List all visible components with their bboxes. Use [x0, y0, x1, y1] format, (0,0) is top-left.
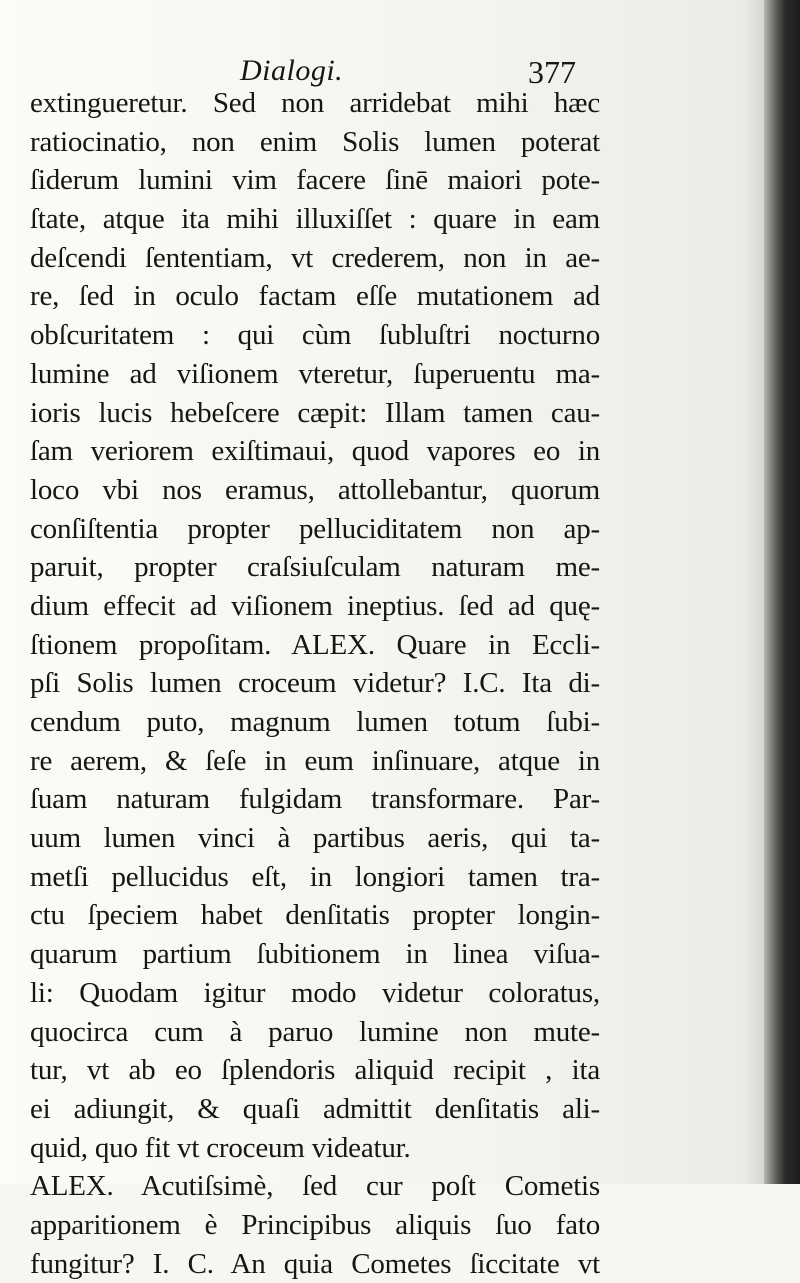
text-line: ei adiungit, & quaſi admittit denſitatis ali- — [30, 1092, 600, 1125]
text-line: ALEX. Acutiſsimè, ſed cur poſt Cometis — [30, 1170, 600, 1203]
text-line: fungitur? I. C. An quia Cometes ſiccitate vt — [30, 1247, 600, 1280]
page-number: 377 — [528, 54, 576, 90]
text-line: ſam veriorem exiſtimaui, quod vapores eo in — [30, 435, 600, 468]
running-head: Dialogi. — [240, 54, 344, 87]
text-line: ratiocinatio, non enim Solis lumen poterat — [30, 125, 600, 158]
text-line: ſuam naturam fulgidam transformare. Par- — [30, 783, 600, 816]
book-binding — [764, 0, 800, 1184]
text-line: ſiderum lumini vim facere ſinē maiori pote- — [30, 164, 600, 197]
text-line: conſiſtentia propter pelluciditatem non ap- — [30, 512, 600, 545]
text-line: ctu ſpeciem habet denſitatis propter longin- — [30, 899, 600, 932]
text-line: ſtionem propoſitam. ALEX. Quare in Eccli- — [30, 628, 600, 661]
text-line: cendum puto, magnum lumen totum ſubi- — [30, 706, 600, 738]
text-line: dium effecit ad viſionem ineptius. ſed ad quę- — [30, 589, 600, 622]
text-line: ſtate, atque ita mihi illuxiſſet : quare in eam — [30, 203, 600, 236]
text-line: deſcendi ſententiam, vt crederem, non in ae- — [30, 241, 600, 274]
text-line: metſi pellucidus eſt, in longiori tamen tra- — [30, 860, 600, 893]
text-line: re aerem, & ſeſe in eum inſinuare, atque in — [30, 744, 600, 777]
text-line: tur, vt ab eo ſplendoris aliquid recipit , ita — [30, 1054, 600, 1087]
text-line: uum lumen vinci à partibus aeris, qui ta- — [30, 822, 600, 855]
text-line: ioris lucis hebeſcere cæpit: Illam tamen cau- — [30, 396, 600, 429]
text-line: obſcuritatem : qui cùm ſubluſtri nocturno — [30, 319, 600, 352]
text-line: extingueretur. Sed non arridebat mihi hæc — [30, 87, 600, 119]
page-edge-shadow — [746, 0, 764, 1184]
text-line: loco vbi nos eramus, attollebantur, quorum — [30, 473, 600, 506]
text-line: paruit, propter craſsiuſculam naturam me- — [30, 551, 600, 584]
text-line: quid, quo fit vt croceum videatur. — [30, 1131, 411, 1164]
text-line: apparitionem è Principibus aliquis ſuo fato — [30, 1208, 600, 1241]
text-line: lumine ad viſionem vteretur, ſuperuentu ma- — [30, 357, 600, 390]
text-line: quarum partium ſubitionem in linea viſua- — [30, 938, 600, 971]
text-line: li: Quodam igitur modo videtur coloratus, — [30, 976, 600, 1009]
text-block — [30, 84, 600, 1283]
text-line: re, ſed in oculo factam eſſe mutationem ad — [30, 280, 600, 313]
text-line: quocirca cum à paruo lumine non mute- — [30, 1015, 600, 1048]
text-line: pſi Solis lumen croceum videtur? I.C. Ita di- — [30, 667, 600, 700]
